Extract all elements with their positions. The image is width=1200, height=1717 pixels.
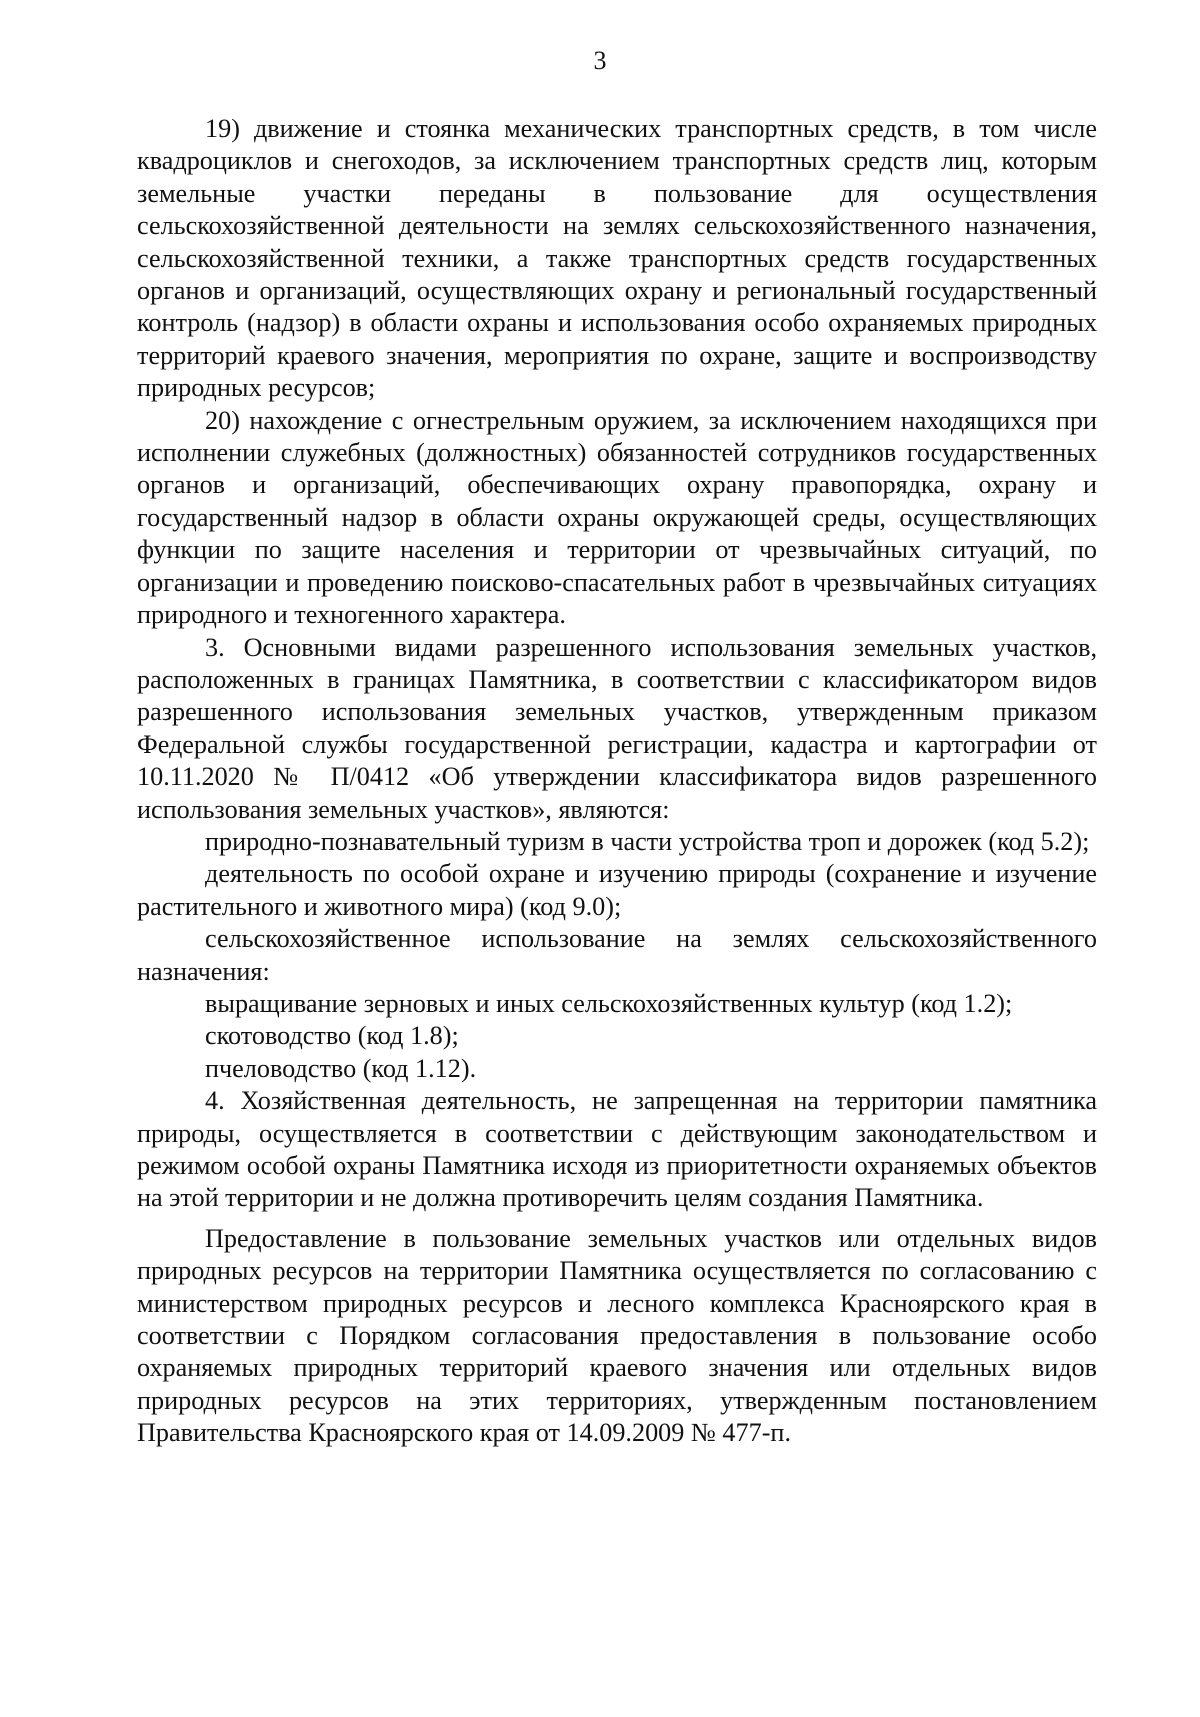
land-use-grain: выращивание зерновых и иных сельскохозяйственных культур (код 1.2); [205, 988, 1013, 1018]
land-use-nature-protection: деятельность по особой охране и изучению природы (сохранение и изучение растительного и животного мира) (код 9.0); [137, 859, 1097, 921]
paragraph-item-19: 19) движение и стоянка механических транспортных средств, в том числе квадроциклов и снегоходов, за исключением транспортных средств лиц, которым земельные участки переданы в пользование для осуществления сельскохозяйственной деятельности на землях сельскохозяйственного назначения, сельскохозяйственной техники, а также транспортных средств государственных органов и организаций, осуществляющих охрану и региональный государственный контроль (надзор) в области охраны и использования особо охраняемых природных территорий краевого значения, мероприятия по охране, защите и воспроизводству природных ресурсов; [137, 114, 1097, 403]
land-use-tourism: природно-познавательный туризм в части устройства троп и дорожек (код 5.2); [205, 826, 1090, 856]
land-use-beekeeping: пчеловодство (код 1.12). [205, 1053, 477, 1083]
paragraph-section-3: 3. Основными видами разрешенного использования земельных участков, расположенных в границах Памятника, в соответствии с классификатором видов разрешенного использования земельных участков, утвержденным приказом Федеральной службы государственной регистрации, кадастра и картографии от 10.11.2020 № П/0412 «Об утверждении классификатора видов разрешенного использования земельных участков», являются: [137, 632, 1097, 824]
paragraph-section-4: 4. Хозяйственная деятельность, не запрещенная на территории памятника природы, осуществляется в соответствии с действующим законодательством и режимом особой охраны Памятника исходя из приоритетности охраняемых объектов на этой территории и не должна противоречить целям создания Памятника. [137, 1086, 1097, 1213]
paragraph-final: Предоставление в пользование земельных участков или отдельных видов природных ресурсов на территории Памятника осуществляется по согласованию с министерством природных ресурсов и лесного комплекса Красноярского края в соответствии с Порядком согласования предоставления в пользование особо охраняемых природных территорий краевого значения или отдельных видов природных ресурсов на этих территориях, утвержденным постановлением Правительства Красноярского края от 14.09.2009 № 477-п. [137, 1223, 1097, 1448]
document-body [137, 113, 1097, 1450]
land-use-agriculture: сельскохозяйственное использование на землях сельскохозяйственного назначения: [137, 924, 1097, 986]
land-use-livestock: скотоводство (код 1.8); [205, 1021, 459, 1051]
page-number: 3 [593, 46, 607, 75]
paragraph-item-20: 20) нахождение с огнестрельным оружием, за исключением находящихся при исполнении служебных (должностных) обязанностей сотрудников государственных органов и организаций, обеспечивающих охрану правопорядка, охрану и государственный надзор в области охраны окружающей среды, осуществляющих функции по защите населения и территории от чрезвычайных ситуаций, по организации и проведению поисково-спасательных работ в чрезвычайных ситуациях природного и техногенного характера. [137, 405, 1097, 630]
